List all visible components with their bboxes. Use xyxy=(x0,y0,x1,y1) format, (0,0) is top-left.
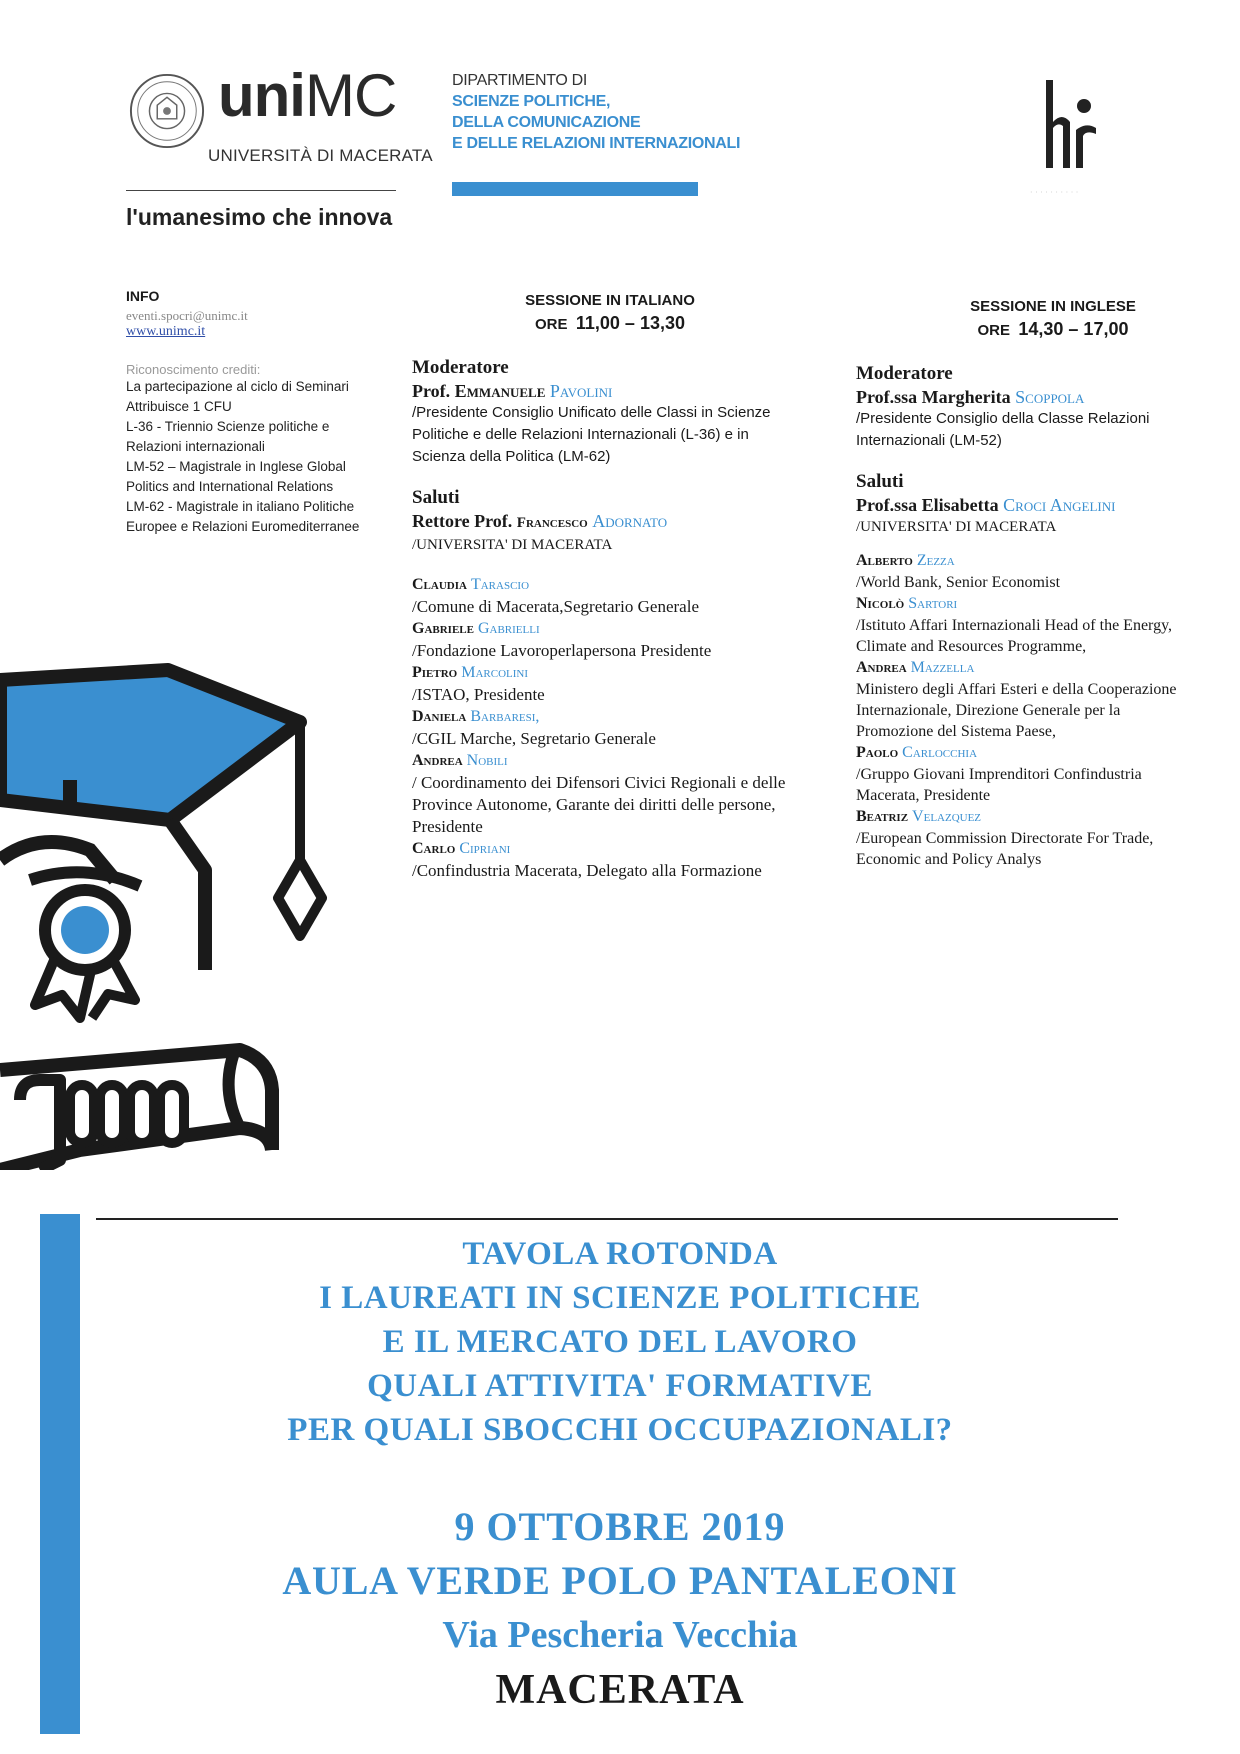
session-title: SESSIONE IN INGLESE xyxy=(970,298,1136,315)
speaker-name: Paolo Carlocchia xyxy=(856,744,978,761)
moderator-role: /Presidente Consiglio della Classe Relazioni Internazionali (LM-52) xyxy=(856,410,1150,449)
speaker-affiliation: /European Commission Directorate For Trade, Economic and Policy Analys xyxy=(856,830,1154,868)
greetings-name: Prof.ssa Elisabetta Croci Angelini xyxy=(856,495,1116,515)
info-heading: INFO xyxy=(126,288,160,304)
speaker-name: Pietro Marcolini xyxy=(412,664,529,681)
credits-heading: Riconoscimento crediti: xyxy=(126,362,261,377)
university-name: UNIVERSITÀ DI MACERATA xyxy=(208,146,433,165)
department-accent-bar xyxy=(452,182,698,196)
greetings-label: Saluti xyxy=(412,487,460,508)
moderator-role: /Presidente Consiglio Unificato delle Classi in Scienze Politiche e delle Relazioni Internazionali (L-36) e in Scienza della Politica (LM-62) xyxy=(412,404,771,465)
logo-divider xyxy=(126,190,396,191)
speaker-affiliation: /Istituto Affari Internazionali Head of the Energy, Climate and Resources Programme, xyxy=(856,617,1173,655)
speaker-affiliation: Ministero degli Affari Esteri e della Cooperazione Internazionale, Direzione Generale per la Promozione del Sistema Paese, xyxy=(856,681,1177,740)
section-divider xyxy=(96,1218,1118,1220)
unimc-logo: uniMC xyxy=(218,62,397,129)
event-venue: AULA VERDE POLO PANTALEONI xyxy=(282,1558,958,1603)
university-seal-icon xyxy=(128,72,206,150)
website-link[interactable]: www.unimc.it xyxy=(126,324,206,339)
speaker-name: Andrea Nobili xyxy=(412,752,508,769)
speaker-name: Alberto Zezza xyxy=(856,552,955,569)
title-line: TAVOLA ROTONDA xyxy=(462,1236,778,1272)
speaker-name: Gabriele Gabrielli xyxy=(412,620,540,637)
speaker-affiliation: /World Bank, Senior Economist xyxy=(856,574,1061,591)
event-street: Via Pescheria Vecchia xyxy=(442,1614,798,1656)
graduation-cap-diploma-icon xyxy=(0,630,400,1170)
dept-line: DELLA COMUNICAZIONE xyxy=(452,114,641,131)
side-accent-bar xyxy=(40,1214,80,1734)
event-city: MACERATA xyxy=(495,1667,745,1713)
title-line: PER QUALI SBOCCHI OCCUPAZIONALI? xyxy=(287,1412,953,1448)
dept-line: E DELLE RELAZIONI INTERNAZIONALI xyxy=(452,135,741,152)
tagline: l'umanesimo che innova xyxy=(126,204,393,230)
english-session-column xyxy=(856,362,1196,870)
speaker-name: Beatriz Velazquez xyxy=(856,808,982,825)
session-ore: ORE xyxy=(977,322,1011,339)
greetings-affiliation: /UNIVERSITA' DI MACERATA xyxy=(856,519,1057,535)
title-line: E IL MERCATO DEL LAVORO xyxy=(382,1324,858,1360)
speaker-name: Andrea Mazzella xyxy=(856,659,975,676)
info-column xyxy=(126,288,396,537)
title-line: I LAUREATI IN SCIENZE POLITICHE xyxy=(319,1280,921,1316)
session-title: SESSIONE IN ITALIANO xyxy=(525,292,695,309)
speaker-name: Claudia Tarascio xyxy=(412,576,530,593)
session-english-header xyxy=(918,296,1188,342)
session-time: 11,00 – 13,30 xyxy=(575,313,685,333)
contact-email-link[interactable]: eventi.spocri@unimc.it xyxy=(126,308,248,323)
department-name xyxy=(452,70,740,154)
event-title xyxy=(90,1232,1150,1452)
speaker-affiliation: /ISTAO, Presidente xyxy=(412,685,545,704)
hr-logo-caption: · · · · · · · · · · xyxy=(1030,188,1079,197)
moderator-label: Moderatore xyxy=(856,363,953,384)
credits-line: Europee e Relazioni Euromediterranee xyxy=(126,519,360,534)
title-line: QUALI ATTIVITA' FORMATIVE xyxy=(367,1368,873,1404)
greetings-affiliation: /UNIVERSITA' DI MACERATA xyxy=(412,537,613,553)
moderator-label: Moderatore xyxy=(412,357,509,378)
dept-line: DIPARTIMENTO DI xyxy=(452,72,588,89)
dept-line: SCIENZE POLITICHE, xyxy=(452,93,611,110)
moderator-name: Prof. Emmanuele Pavolini xyxy=(412,381,613,401)
event-date: 9 OTTOBRE 2019 xyxy=(454,1504,786,1549)
speaker-name: Daniela Barbaresi, xyxy=(412,708,540,725)
credits-line: La partecipazione al ciclo di Seminari xyxy=(126,379,349,394)
credits-line: LM-62 - Magistrale in italiano Politiche xyxy=(126,499,355,514)
speaker-affiliation: /Confindustria Macerata, Delegato alla Formazione xyxy=(412,861,762,880)
speaker-affiliation: /CGIL Marche, Segretario Generale xyxy=(412,729,656,748)
speaker-affiliation: /Comune di Macerata,Segretario Generale xyxy=(412,597,699,616)
italian-session-column xyxy=(412,356,802,882)
credits-line: LM-52 – Magistrale in Inglese Global xyxy=(126,459,346,474)
greetings-name: Rettore Prof. Francesco Adornato xyxy=(412,511,668,531)
speaker-affiliation: /Gruppo Giovani Imprenditori Confindustria Macerata, Presidente xyxy=(856,766,1142,804)
hr-excellence-logo-icon xyxy=(1040,78,1100,174)
speaker-affiliation: /Fondazione Lavoroperlapersona Presidente xyxy=(412,641,712,660)
credits-line: Politics and International Relations xyxy=(126,479,334,494)
speaker-name: Nicolò Sartori xyxy=(856,595,958,612)
session-italian-header xyxy=(470,290,750,336)
moderator-name: Prof.ssa Margherita Scoppola xyxy=(856,387,1085,407)
credits-line: Attribuisce 1 CFU xyxy=(126,399,232,414)
greetings-label: Saluti xyxy=(856,471,904,492)
speaker-affiliation: / Coordinamento dei Difensori Civici Regionali e delle Province Autonome, Garante dei diritti delle persone, Presidente xyxy=(412,773,786,836)
credits-line: L-36 - Triennio Scienze politiche e xyxy=(126,419,330,434)
speaker-name: Carlo Cipriani xyxy=(412,840,511,857)
session-time: 14,30 – 17,00 xyxy=(1018,319,1129,339)
credits-line: Relazioni internazionali xyxy=(126,439,265,454)
session-ore: ORE xyxy=(535,316,568,333)
